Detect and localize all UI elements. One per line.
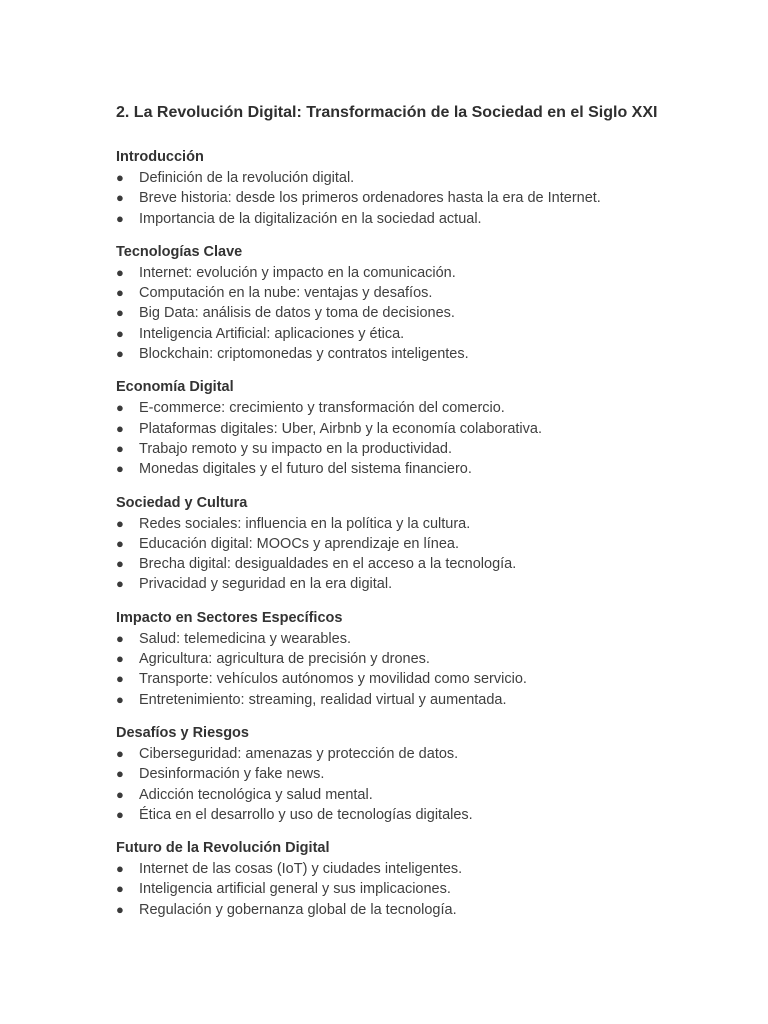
list-item-text: Salud: telemedicina y wearables. — [139, 630, 351, 647]
list-item — [116, 744, 736, 764]
section-heading: Impacto en Sectores Específicos — [116, 609, 343, 626]
bullet-icon: ● — [116, 806, 124, 822]
list-item — [116, 669, 736, 689]
bullet-icon: ● — [116, 556, 124, 572]
document-section — [116, 722, 736, 825]
list-item — [116, 690, 736, 710]
section-heading: Introducción — [116, 149, 204, 165]
list-item — [116, 263, 736, 283]
document-section — [116, 146, 736, 229]
list-item-text: Entretenimiento: streaming, realidad virtual y aumentada. — [139, 691, 507, 708]
bullet-icon: ● — [116, 170, 124, 185]
list-item-text: Trabajo remoto y su impacto en la productividad. — [139, 440, 452, 457]
bullet-icon: ● — [116, 651, 124, 667]
bullet-icon: ● — [116, 861, 124, 877]
bullet-icon: ● — [116, 346, 124, 362]
bullet-icon: ● — [116, 745, 124, 761]
list-item — [116, 554, 736, 574]
bullet-icon: ● — [116, 440, 124, 456]
document-section — [116, 837, 736, 920]
bullet-icon: ● — [116, 671, 124, 687]
list-item-text: Blockchain: criptomonedas y contratos inteligentes. — [139, 346, 469, 363]
bullet-icon: ● — [116, 901, 124, 917]
list-item-text: Internet: evolución y impacto en la comunicación. — [139, 264, 456, 281]
list-item-text: Transporte: vehículos autónomos y movilidad como servicio. — [139, 671, 527, 688]
bullet-icon: ● — [116, 400, 124, 416]
list-item-text: Ciberseguridad: amenazas y protección de datos. — [139, 745, 459, 762]
bullet-icon: ● — [116, 576, 124, 592]
bullet-list — [116, 168, 736, 229]
bullet-icon: ● — [116, 325, 124, 341]
list-item — [116, 785, 736, 805]
bullet-icon: ● — [116, 285, 124, 301]
bullet-icon: ● — [116, 691, 124, 707]
list-item — [116, 168, 736, 188]
bullet-icon: ● — [116, 881, 124, 897]
section-heading: Desafíos y Riesgos — [116, 724, 249, 741]
bullet-icon: ● — [116, 190, 124, 206]
bullet-icon: ● — [116, 535, 124, 551]
list-item — [116, 879, 736, 899]
list-item — [116, 303, 736, 323]
list-item — [116, 324, 736, 344]
list-item-text: Desinformación y fake news. — [139, 766, 325, 783]
bullet-icon: ● — [116, 305, 124, 321]
list-item — [116, 188, 736, 208]
section-heading: Tecnologías Clave — [116, 243, 243, 260]
document-section — [116, 492, 736, 595]
list-item-text: Inteligencia artificial general y sus implicaciones. — [139, 881, 451, 898]
list-item-text: Regulación y gobernanza global de la tecnología. — [139, 901, 457, 918]
list-item-text: Ética en el desarrollo y uso de tecnologías digitales. — [139, 806, 473, 823]
list-item-text: Brecha digital: desigualdades en el acceso a la tecnología. — [139, 556, 517, 573]
bullet-icon: ● — [116, 786, 124, 802]
list-item — [116, 283, 736, 303]
list-item-text: Privacidad y seguridad en la era digital. — [139, 576, 393, 593]
list-item-text: Definición de la revolución digital. — [139, 170, 355, 186]
bullet-icon: ● — [116, 461, 124, 477]
bullet-list — [116, 514, 736, 595]
section-heading: Economía Digital — [116, 379, 234, 396]
bullet-list — [116, 744, 736, 825]
document-page — [116, 100, 736, 920]
list-item — [116, 764, 736, 784]
document-section — [116, 607, 736, 710]
list-item — [116, 649, 736, 669]
list-item-text: Big Data: análisis de datos y toma de decisiones. — [139, 305, 455, 322]
bullet-list — [116, 629, 736, 710]
list-item — [116, 574, 736, 594]
document-title: 2. La Revolución Digital: Transformación de la Sociedad en el Siglo XXI — [116, 104, 658, 121]
section-heading: Futuro de la Revolución Digital — [116, 840, 330, 857]
list-item — [116, 629, 736, 649]
bullet-icon: ● — [116, 420, 124, 436]
list-item-text: Redes sociales: influencia en la política y la cultura. — [139, 515, 471, 532]
list-item-text: E-commerce: crecimiento y transformación del comercio. — [139, 400, 505, 417]
bullet-icon: ● — [116, 766, 124, 782]
list-item — [116, 439, 736, 459]
document-section — [116, 376, 736, 479]
list-item-text: Internet de las cosas (IoT) y ciudades inteligentes. — [139, 861, 463, 878]
list-item-text: Agricultura: agricultura de precisión y drones. — [139, 651, 430, 668]
list-item — [116, 859, 736, 879]
list-item — [116, 805, 736, 825]
list-item — [116, 209, 736, 229]
document-section — [116, 241, 736, 364]
list-item-text: Inteligencia Artificial: aplicaciones y ética. — [139, 325, 405, 342]
list-item — [116, 514, 736, 534]
bullet-icon: ● — [116, 264, 124, 280]
document-sections — [116, 146, 736, 920]
bullet-list — [116, 859, 736, 920]
list-item-text: Computación en la nube: ventajas y desafíos. — [139, 285, 433, 302]
list-item — [116, 398, 736, 418]
bullet-list — [116, 263, 736, 364]
bullet-icon: ● — [116, 210, 124, 226]
bullet-list — [116, 398, 736, 479]
list-item — [116, 419, 736, 439]
section-heading: Sociedad y Cultura — [116, 494, 248, 511]
list-item — [116, 459, 736, 479]
list-item — [116, 344, 736, 364]
list-item-text: Breve historia: desde los primeros ordenadores hasta la era de Internet. — [139, 190, 601, 207]
bullet-icon: ● — [116, 515, 124, 531]
list-item-text: Importancia de la digitalización en la sociedad actual. — [139, 210, 482, 227]
list-item-text: Plataformas digitales: Uber, Airbnb y la economía colaborativa. — [139, 420, 542, 437]
list-item-text: Educación digital: MOOCs y aprendizaje en línea. — [139, 535, 459, 552]
list-item — [116, 534, 736, 554]
bullet-icon: ● — [116, 630, 124, 646]
list-item-text: Monedas digitales y el futuro del sistema financiero. — [139, 461, 472, 478]
list-item — [116, 900, 736, 920]
list-item-text: Adicción tecnológica y salud mental. — [139, 786, 373, 803]
